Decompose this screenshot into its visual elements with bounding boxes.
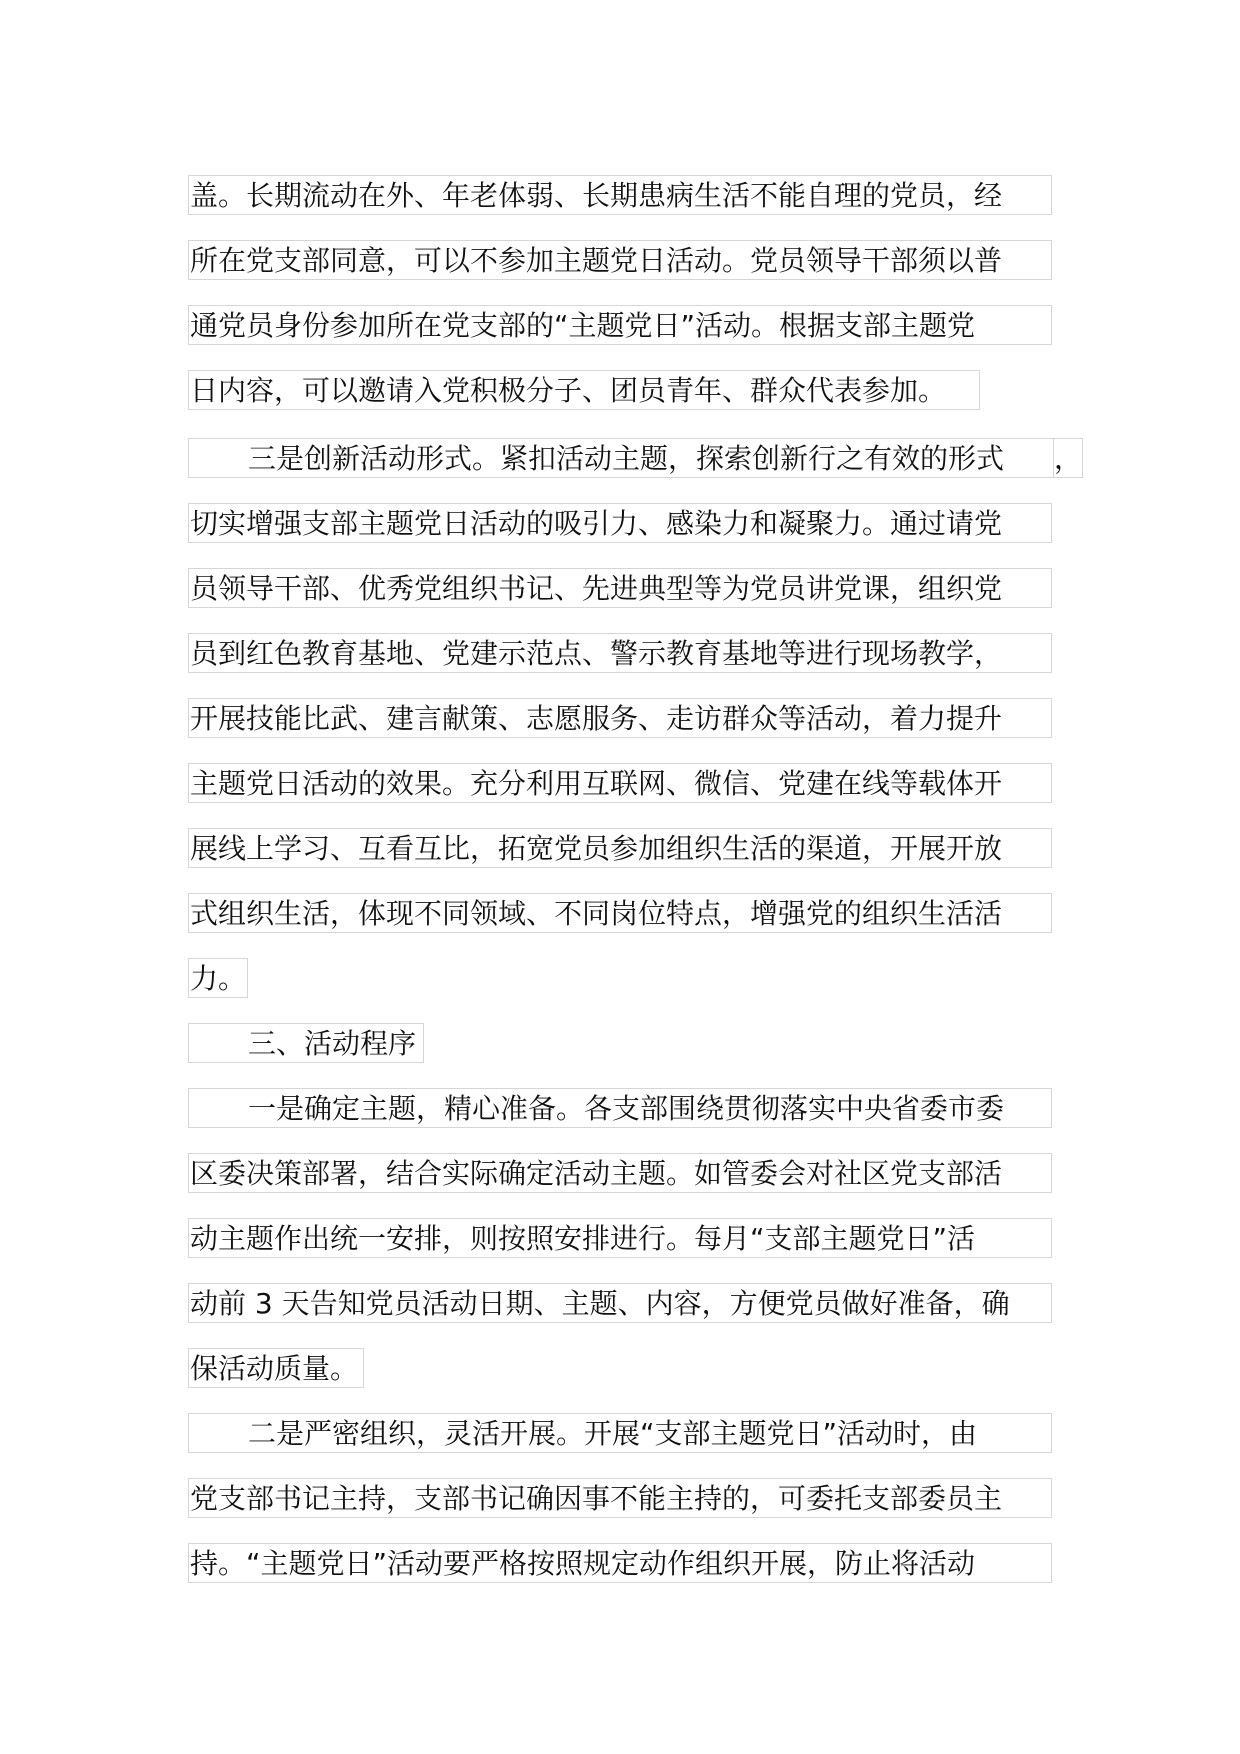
hanging-punctuation: ， [1053, 438, 1083, 478]
paragraph-start-three: 三是创新活动形式。紧扣活动主题，探索创新行之有效的形式 [188, 438, 1054, 478]
text-line-10: 主题党日活动的效果。充分利用互联网、微信、党建在线等载体开 [188, 763, 1052, 803]
text-line-21: 党支部书记主持，支部书记确因事不能主持的，可委托支部委员主 [188, 1478, 1052, 1518]
text-line-22: 持。“主题党日”活动要严格按照规定动作组织开展，防止将活动 [188, 1543, 1052, 1583]
text-line-7: 员领导干部、优秀党组织书记、先进典型等为党员讲党课，组织党 [188, 568, 1052, 608]
text-line-4: 日内容，可以邀请入党积极分子、团员青年、群众代表参加。 [188, 370, 980, 410]
text-line-1: 盖。长期流动在外、年老体弱、长期患病生活不能自理的党员，经 [188, 175, 1052, 215]
text-line-6: 切实增强支部主题党日活动的吸引力、感染力和凝聚力。通过请党 [188, 503, 1052, 543]
text-line-2: 所在党支部同意，可以不参加主题党日活动。党员领导干部须以普 [188, 240, 1052, 280]
text-line-18: 动前 3 天告知党员活动日期、主题、内容，方便党员做好准备，确 [188, 1283, 1052, 1323]
paragraph-start-two: 二是严密组织，灵活开展。开展“支部主题党日”活动时，由 [188, 1413, 1052, 1453]
text-line-16: 区委决策部署，结合实际确定活动主题。如管委会对社区党支部活 [188, 1153, 1052, 1193]
text-line-8: 员到红色教育基地、党建示范点、警示教育基地等进行现场教学， [188, 633, 1052, 673]
text-line-11: 展线上学习、互看互比，拓宽党员参加组织生活的渠道，开展开放 [188, 828, 1052, 868]
text-line-13: 力。 [188, 958, 248, 998]
text-line-12: 式组织生活，体现不同领域、不同岗位特点，增强党的组织生活活 [188, 893, 1052, 933]
text-line-9: 开展技能比武、建言献策、志愿服务、走访群众等活动，着力提升 [188, 698, 1052, 738]
section-heading: 三、活动程序 [188, 1023, 424, 1063]
text-line-19: 保活动质量。 [188, 1348, 364, 1388]
text-line-3: 通党员身份参加所在党支部的“主题党日”活动。根据支部主题党 [188, 305, 1052, 345]
text-line-17: 动主题作出统一安排，则按照安排进行。每月“支部主题党日”活 [188, 1218, 1052, 1258]
paragraph-start-one: 一是确定主题，精心准备。各支部围绕贯彻落实中央省委市委 [188, 1088, 1052, 1128]
